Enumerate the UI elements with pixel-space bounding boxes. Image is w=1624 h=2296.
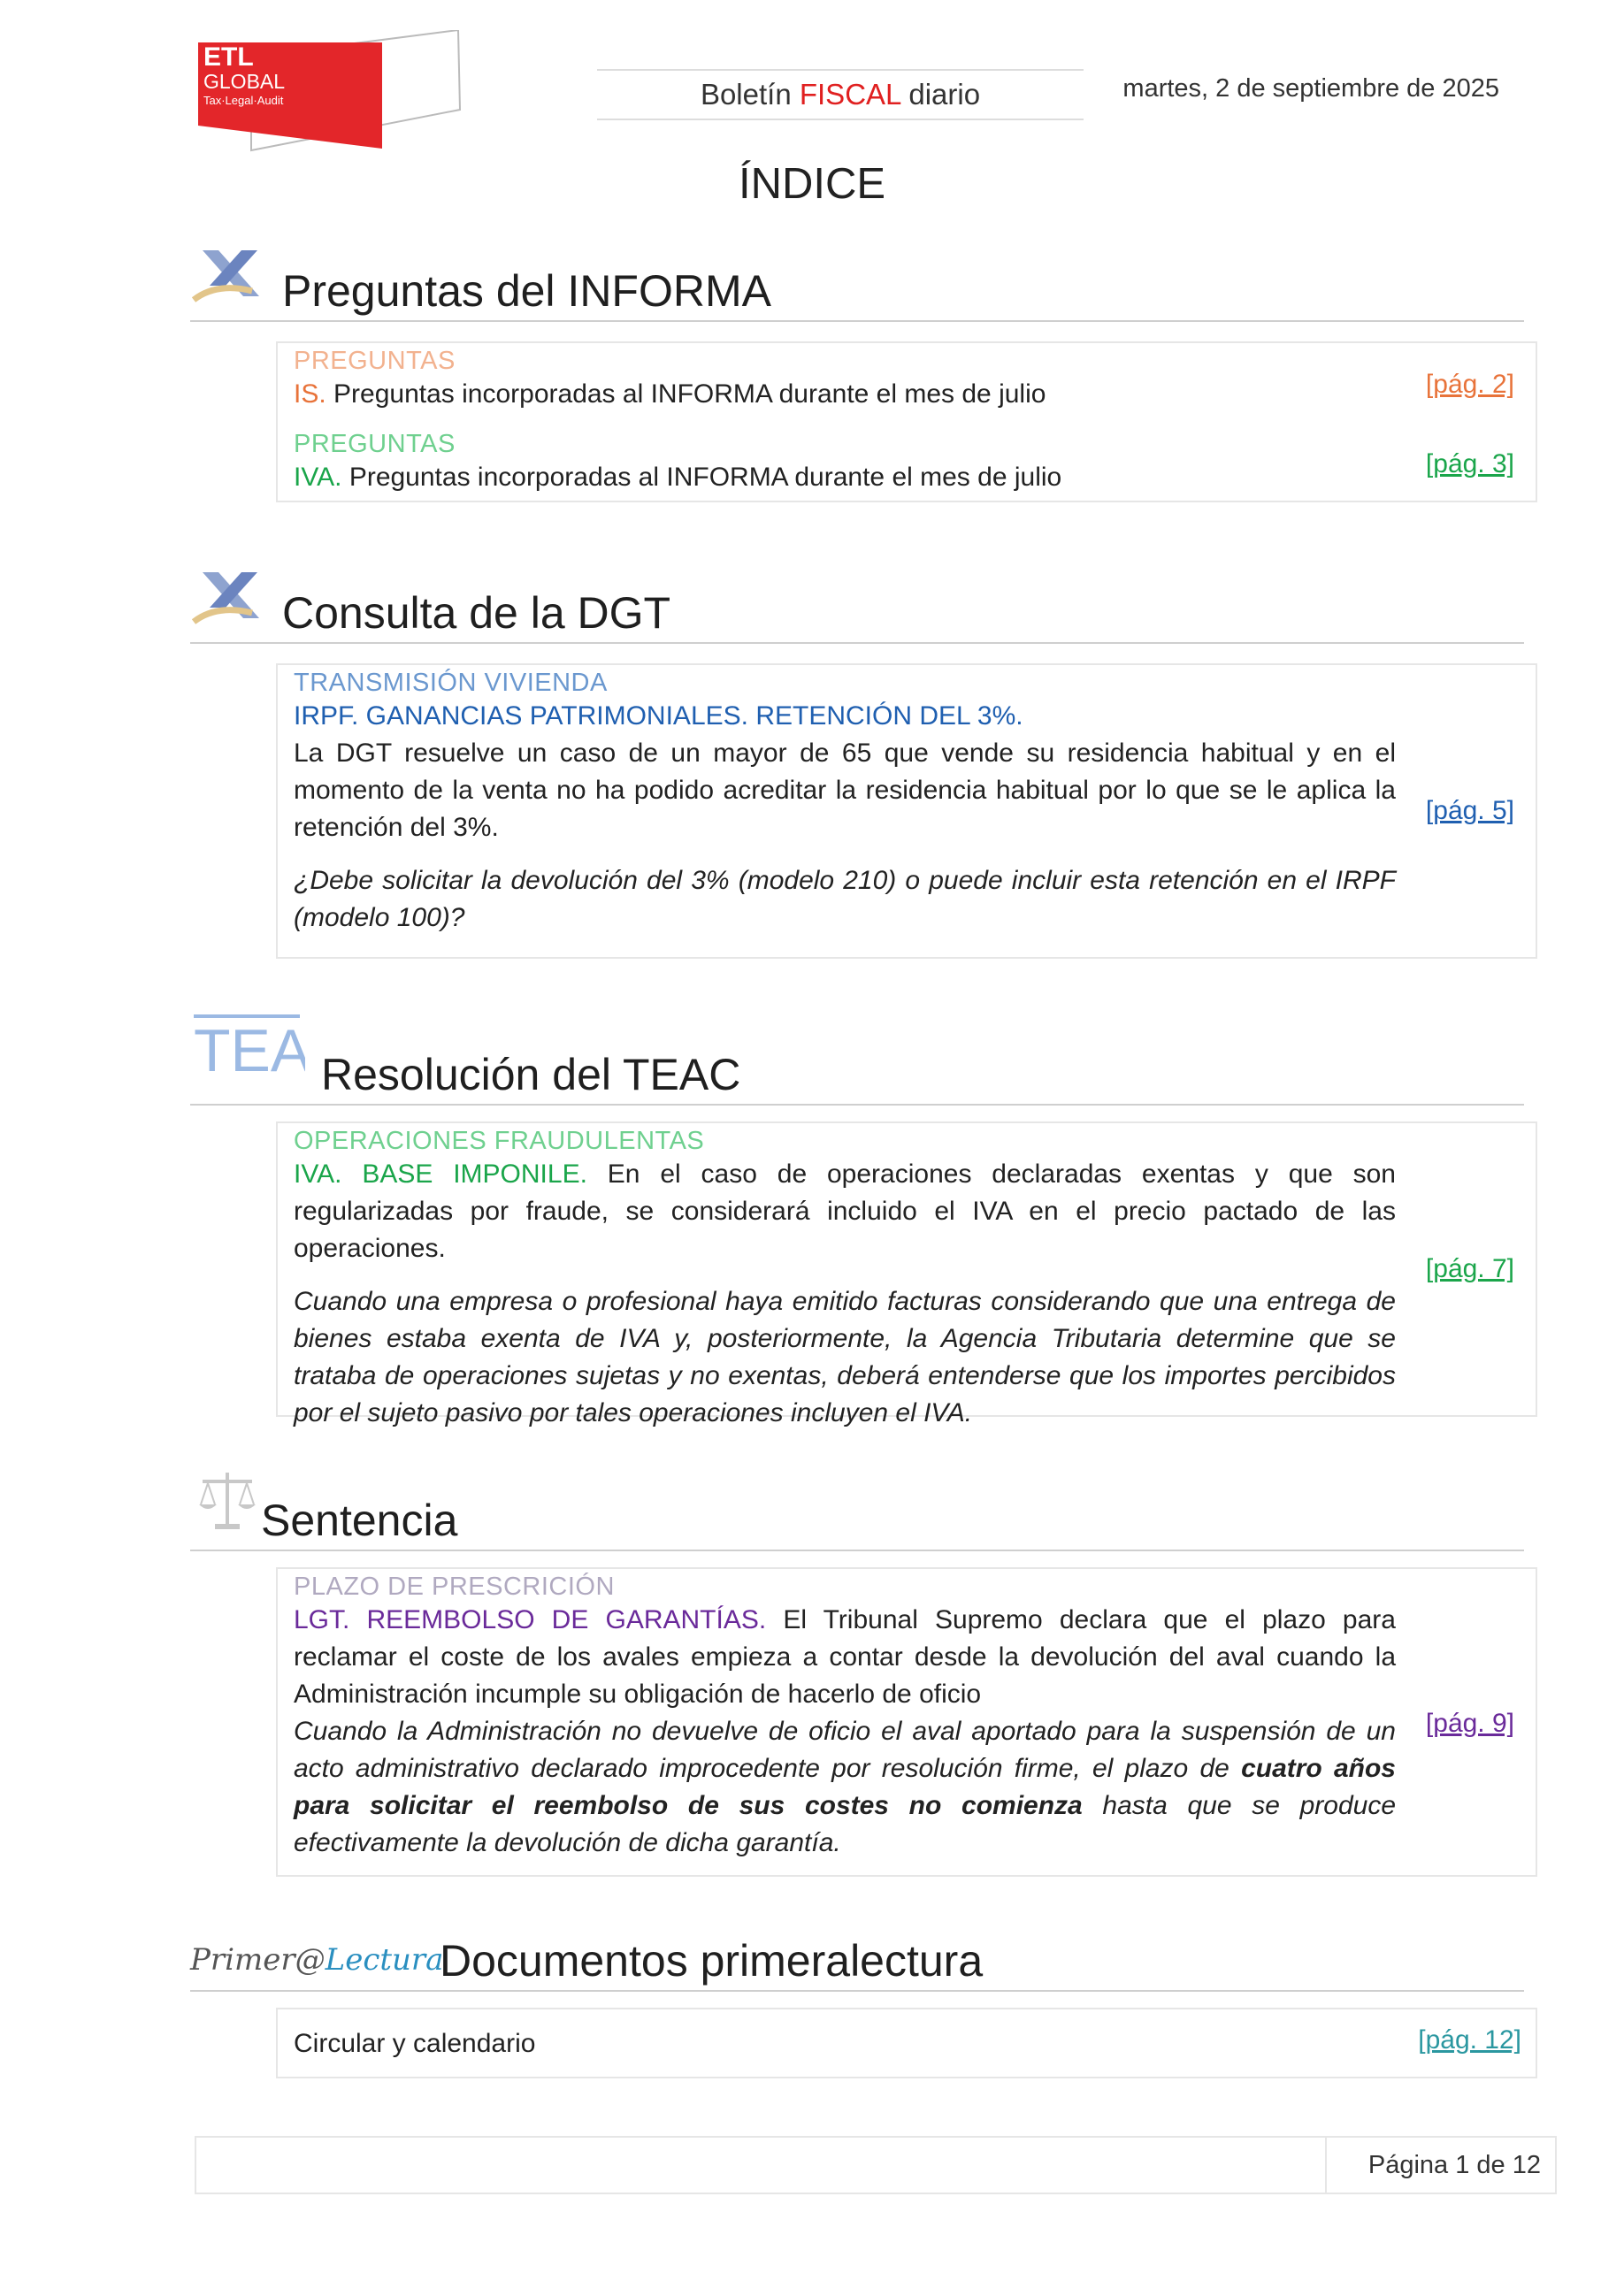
section-title-teac: Resolución del TEAC xyxy=(321,1050,741,1099)
section-title-sentencia: Sentencia xyxy=(261,1496,458,1545)
sentencia-entry xyxy=(294,1573,1396,1862)
index-title: ÍNDICE xyxy=(738,160,886,208)
teac-icon-text: TEA xyxy=(194,1017,305,1083)
section-title-dgt: Consulta de la DGT xyxy=(282,588,671,638)
teac-text: En el caso de operaciones declaradas exentas y que son regularizadas por fraude, se considerará incluido el IVA en el precio pactado de las operaciones. xyxy=(294,1159,1396,1263)
primera-box xyxy=(276,2008,1537,2078)
svg-text:ETL: ETL xyxy=(203,42,254,72)
dgt-text: La DGT resuelve un caso de un mayor de 65 que vende su residencia habitual y en el momento de la venta no ha podido acreditar la residencia habitual por lo que se le aplica la retención del 3%. xyxy=(294,739,1396,842)
dgt-box xyxy=(276,663,1537,959)
aeat-icon xyxy=(190,565,270,637)
sentencia-summary xyxy=(294,1713,1396,1862)
footer-divider xyxy=(1325,2138,1327,2193)
sentencia-kicker: PLAZO DE PRESCRICIÓN xyxy=(294,1573,615,1601)
dgt-entry xyxy=(294,669,1396,937)
page-footer xyxy=(195,2136,1557,2194)
primeralectura-logo xyxy=(190,1942,443,1978)
teac-tag: IVA. BASE IMPONILE. xyxy=(294,1159,587,1189)
informa-iva-text: Preguntas incorporadas al INFORMA durante el mes de julio xyxy=(349,463,1062,492)
informa-is-tag: IS. xyxy=(294,379,326,409)
section-heading-dgt xyxy=(190,571,1524,644)
informa-iva-kicker: PREGUNTAS xyxy=(294,430,456,458)
informa-item-iva xyxy=(294,430,1355,496)
informa-iva-tag: IVA. xyxy=(294,463,342,492)
primera-item: Circular y calendario xyxy=(294,2029,536,2058)
teac-entry xyxy=(294,1127,1396,1432)
informa-is-text: Preguntas incorporadas al INFORMA durante el mes de julio xyxy=(333,379,1046,409)
teac-page-link[interactable]: [pág. 7] xyxy=(1425,1254,1514,1283)
sentencia-summary-b: hasta que se produce efectivamente la devolución de dicha garantía. xyxy=(294,1791,1397,1857)
bulletin-title-accent: FISCAL xyxy=(799,78,901,111)
section-heading-sentencia xyxy=(190,1479,1524,1551)
primeralectura-logo-b: Lectura xyxy=(325,1942,444,1978)
etl-global-logo xyxy=(196,30,462,156)
dgt-tag: IRPF. GANANCIAS PATRIMONIALES. RETENCIÓN DEL 3%. xyxy=(294,701,1023,731)
svg-text:Tax·Legal·Audit: Tax·Legal·Audit xyxy=(203,94,284,107)
teac-box xyxy=(276,1121,1537,1427)
informa-is-kicker: PREGUNTAS xyxy=(294,347,456,375)
teac-summary: Cuando una empresa o profesional haya emitido facturas considerando que una entrega de bienes estaba exenta de IVA y, posteriormente, la Agencia Tributaria determine que se trataba de operaciones sujetas y no exentas, deberá entenderse que los importes percibidos por el sujeto pasivo por tales operaciones incluyen el IVA. xyxy=(294,1287,1396,1427)
section-heading-informa xyxy=(190,249,1524,322)
aeat-icon xyxy=(190,243,270,315)
bulletin-title-prefix: Boletín xyxy=(700,78,792,111)
section-heading-teac xyxy=(190,1017,1524,1106)
informa-iva-page-link[interactable]: [pág. 3] xyxy=(1425,449,1514,478)
primera-page-link[interactable]: [pág. 12] xyxy=(1418,2025,1521,2055)
section-title-informa: Preguntas del INFORMA xyxy=(282,266,771,316)
sentencia-summary-bold: cuatro años para solicitar el reembolso de sus costes no comienza xyxy=(294,1754,1396,1820)
informa-box xyxy=(276,341,1537,502)
informa-item-is xyxy=(294,347,1355,413)
dgt-kicker: TRANSMISIÓN VIVIENDA xyxy=(294,669,608,697)
sentencia-text: El Tribunal Supremo declara que el plazo para reclamar el coste de los avales empieza a contar desde la devolución del aval cuando la Administración incumple su obligación de hacerlo de oficio xyxy=(294,1605,1396,1709)
primeralectura-logo-a: Primer@ xyxy=(190,1942,326,1978)
teac-icon xyxy=(190,1013,305,1088)
scales-of-justice-icon xyxy=(197,1469,257,1537)
svg-text:GLOBAL: GLOBAL xyxy=(203,70,286,93)
sentencia-page-link[interactable]: [pág. 9] xyxy=(1425,1709,1514,1738)
dgt-page-link[interactable]: [pág. 5] xyxy=(1425,796,1514,825)
teac-kicker: OPERACIONES FRAUDULENTAS xyxy=(294,1127,705,1155)
dgt-question: ¿Debe solicitar la devolución del 3% (modelo 210) o puede incluir esta retención en el IRPF (modelo 100)? xyxy=(294,866,1396,932)
sentencia-summary-a: Cuando la Administración no devuelve de oficio el aval aportado para la suspensión de un acto administrativo declarado improcedente por resolución firme, el plazo de xyxy=(294,1717,1396,1783)
bulletin-title xyxy=(597,69,1084,120)
section-title-primera: Documentos primeralectura xyxy=(440,1936,984,1986)
sentencia-box xyxy=(276,1567,1537,1877)
bulletin-title-suffix: diario xyxy=(908,78,981,111)
sentencia-tag: LGT. REEMBOLSO DE GARANTÍAS. xyxy=(294,1605,767,1634)
informa-is-page-link[interactable]: [pág. 2] xyxy=(1425,370,1514,399)
page-number: Página 1 de 12 xyxy=(1367,2151,1541,2179)
bulletin-date: martes, 2 de septiembre de 2025 xyxy=(1122,74,1499,103)
section-heading-primera xyxy=(190,1921,1524,1992)
